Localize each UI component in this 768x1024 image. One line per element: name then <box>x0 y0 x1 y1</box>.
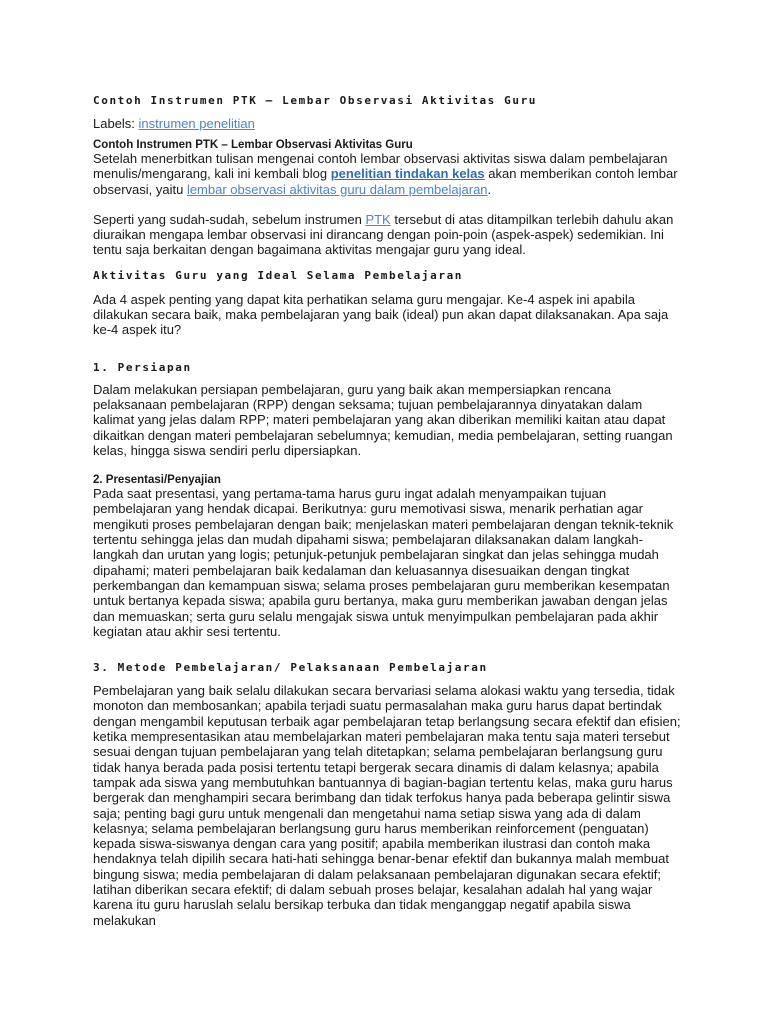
labels-row <box>93 116 683 131</box>
para2-text-2: tersebut di atas ditampilkan terlebih dahulu akan diuraikan mengapa lembar observasi ini dirancang dengan poin-poin (aspek-aspek) sedemikian. Ini tentu saja berkaitan dengan bagaimana aktivitas mengajar guru yang ideal. <box>93 211 674 258</box>
second-paragraph <box>93 212 683 258</box>
intro-text-1: Setelah menerbitkan tulisan mengenai contoh lembar observasi aktivitas siswa dalam pembelajaran menulis/mengarang, kali ini kembali blog <box>93 151 668 182</box>
blog-link-penelitian-tindakan-kelas[interactable]: penelitian tindakan kelas <box>330 166 485 182</box>
observation-link[interactable]: lembar observasi aktivitas guru dalam pembelajaran <box>186 181 488 197</box>
section-intro: Ada 4 aspek penting yang dapat kita perhatikan selama guru mengajar. Ke-4 aspek ini apabila dilakukan secara baik, maka pembelajaran yang baik (ideal) pun akan dapat dilaksanakan. Apa saja ke-4 aspek itu? <box>93 291 669 338</box>
para2-text-1: Seperti yang sudah-sudah, sebelum instrumen <box>93 211 366 227</box>
label-link-instrumen-penelitian[interactable]: instrumen penelitian <box>138 116 255 131</box>
intro-text-3: . <box>487 181 492 197</box>
page-title: Contoh Instrumen PTK – Lembar Observasi Aktivitas Guru <box>93 94 538 107</box>
aspect-1-body: Dalam melakukan persiapan pembelajaran, guru yang baik akan mempersiapkan rencana pelaksanaan pembelajaran (RPP) dengan seksama; tujuan pembelajarannya dinyatakan dalam kalimat yang jelas dalam RPP; materi pembelajaran yang akan diberikan memiliki kaitan atau dapat dikaitkan dengan materi pembelajaran sebelumnya; kemudian, media pembelajaran, setting ruangan kelas, hingga siswa sendiri perlu dipersiapkan. <box>93 381 673 458</box>
article-subtitle: Contoh Instrumen PTK – Lembar Observasi Aktivitas Guru <box>93 139 413 151</box>
aspect-2-heading: 2. Presentasi/Penyajian <box>93 474 221 487</box>
ptk-link[interactable]: PTK <box>365 211 391 227</box>
labels-prefix: Labels: <box>93 116 135 131</box>
aspect-3-body: Pembelajaran yang baik selalu dilakukan secara bervariasi selama alokasi waktu yang tersedia, tidak monoton dan membosankan; apabila terjadi suatu permasalahan maka guru harus dapat bertindak dengan mengambil keputusan terbaik agar pembelajaran tetap berlangsung secara efektif dan efisien; ketika mempresentasikan atau membelajarkan materi pembelajaran maka tentu saja materi tersebut sesuai dengan tujuan pembelajaran yang telah ditetapkan; selama pembelajaran berlangsung guru tidak hanya berada pada posisi tertentu tetapi bergerak secara dinamis di dalam kelasnya; apabila tampak ada siswa yang membutuhkan bantuannya di bagian-bagian tertentu kelas, maka guru harus bergerak dan menghampiri secara berimbang dan tidak terfokus hanya pada beberapa gelintir siswa saja; penting bagi guru untuk mengenali dan mengetahui nama setiap siswa yang ada di dalam kelasnya; selama pembelajaran berlangsung guru harus memberikan reinforcement (penguatan) kepada siswa-siswanya dengan cara yang positif; apabila memberikan ilustrasi dan contoh maka hendaknya telah dipilih secara hati-hati sehingga benar-benar efektif dan bukannya malah membuat bingung siswa; media pembelajaran di dalam pelaksanaan pembelajaran digunakan secara efektif; latihan diberikan secara efektif; di dalam sebuah proses belajar, kesalahan adalah hal yang wajar karena itu guru haruslah selalu bersikap terbuka dan tidak menganggap negatif apabila siswa melakukan <box>93 683 681 928</box>
intro-paragraph <box>93 151 683 197</box>
section-heading: Aktivitas Guru yang Ideal Selama Pembelajaran <box>93 268 464 282</box>
intro-text-2: akan memberikan contoh lembar observasi, yaitu <box>93 166 678 197</box>
aspect-1-heading: 1. Persiapan <box>93 360 192 374</box>
aspect-2-body: Pada saat presentasi, yang pertama-tama harus guru ingat adalah menyampaikan tujuan pembelajaran yang hendak dicapai. Berikutnya: guru memotivasi siswa, menarik perhatian agar mengikuti proses pembelajaran dengan baik; menjelaskan materi pembelajaran dengan teknik-teknik tertentu sehingga jelas dan mudah dipahami siswa; pembelajaran dilaksanakan dalam langkah-langkah dan urutan yang logis; petunjuk-petunjuk pembelajaran singkat dan jelas sehingga mudah dipahami; materi pembelajaran baik kedalaman dan keluasannya disesuaikan dengan tingkat perkembangan dan kemampuan siswa; selama proses pembelajaran guru memberikan kesempatan untuk bertanya kepada siswa; apabila guru bertanya, maka guru memberikan jawaban dengan jelas dan memuaskan; serta guru selalu mengajak siswa untuk menyimpulkan pembelajaran pada akhir kegiatan atau akhir sesi tertentu. <box>93 486 674 639</box>
aspect-3-heading: 3. Metode Pembelajaran/ Pelaksanaan Pembelajaran <box>93 661 488 675</box>
article <box>93 94 683 928</box>
